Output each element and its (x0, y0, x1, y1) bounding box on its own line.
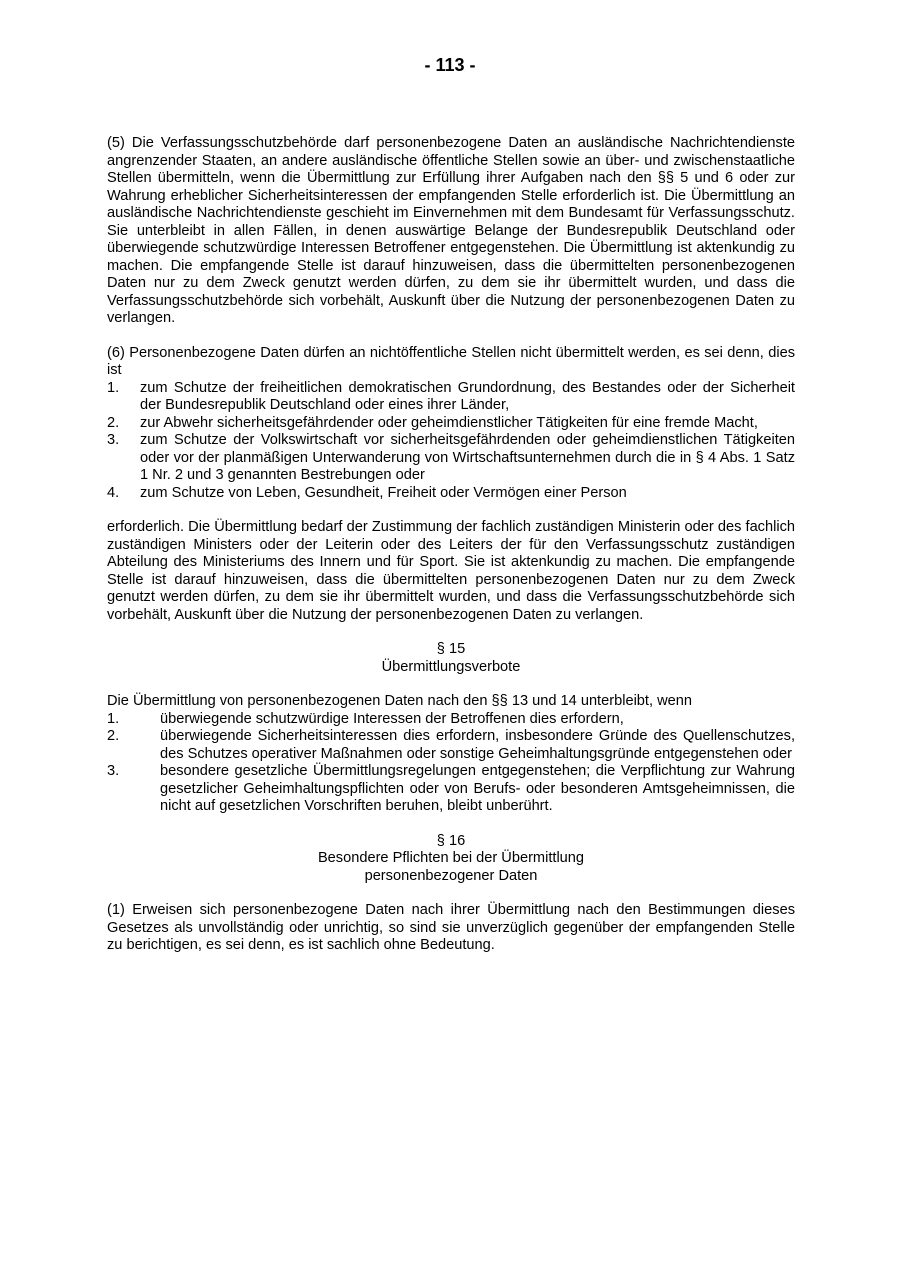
section-15-intro: Die Übermittlung von personenbezogenen Daten nach den §§ 13 und 14 unterbleibt, wenn (107, 693, 692, 709)
list-item (107, 711, 795, 729)
list-item-number: 1. (107, 710, 120, 727)
list-item-text: zum Schutze von Leben, Gesundheit, Freiheit oder Vermögen einer Person (140, 484, 627, 501)
section-15-heading (107, 641, 795, 676)
document-body (107, 135, 795, 955)
list-item-text: überwiegende Sicherheitsinteressen dies erfordern, insbesondere Gründe des Quellenschutzes, des Schutzes operativer Maßnahmen oder sonstige Geheimhaltungsgründe entgegenstehen oder (160, 728, 795, 762)
section-16-number: § 16 (436, 832, 466, 849)
section-16-paragraph-1: (1) Erweisen sich personenbezogene Daten nach ihrer Übermittlung nach den Bestimmungen dieses Gesetzes als unvollständig oder unrichtig, so sind sie unverzüglich gegenüber der empfangenden Stelle zu berichtigen, es sei denn, es ist sachlich ohne Bedeutung. (107, 902, 795, 953)
list-item-text: besondere gesetzliche Übermittlungsregelungen entgegenstehen; die Verpflichtung zur Wahrung gesetzlicher Geheimhaltungspflichten oder von Berufs- oder besonderen Amtsgeheimnissen, die nicht auf gesetzlichen Vorschriften beruhen, bleibt unberührt. (160, 763, 795, 814)
list-item-number: 4. (107, 484, 120, 501)
list-item (107, 728, 795, 763)
section-16-heading (107, 833, 795, 886)
list-item-number: 2. (107, 728, 120, 744)
list-item-text: zum Schutze der freiheitlichen demokratischen Grundordnung, des Bestandes oder der Sicherheit der Bundesrepublik Deutschland oder eines ihrer Länder, (140, 379, 795, 413)
list-item-number: 2. (107, 414, 120, 431)
list-item (107, 380, 795, 415)
list-item-number: 1. (107, 379, 120, 396)
section-15-list (107, 711, 795, 816)
paragraph-6-list (107, 380, 795, 503)
list-item (107, 763, 795, 816)
list-item-number: 3. (107, 432, 120, 448)
list-item-text: überwiegende schutzwürdige Interessen der Betroffenen dies erfordern, (160, 710, 624, 727)
section-16-title-line1: Besondere Pflichten bei der Übermittlung (317, 850, 585, 866)
list-item-text: zur Abwehr sicherheitsgefährdender oder geheimdienstlicher Tätigkeiten für eine fremde Macht, (140, 414, 758, 431)
list-item (107, 432, 795, 485)
list-item (107, 485, 795, 503)
list-item (107, 415, 795, 433)
page-number: - 113 - (424, 55, 476, 75)
list-item-number: 3. (107, 763, 120, 779)
section-15-title: Übermittlungsverbote (381, 658, 521, 675)
list-item-text: zum Schutze der Volkswirtschaft vor sicherheitsgefährdenden oder geheimdienstlichen Tätigkeiten oder vor der planmäßigen Unterwanderung von Wirtschaftsunternehmen durch die in § 4 Abs. 1 Satz 1 Nr. 2 und 3 genannten Bestrebungen oder (140, 432, 795, 483)
section-15-number: § 15 (436, 641, 466, 657)
paragraph-6-intro: (6) Personenbezogene Daten dürfen an nichtöffentliche Stellen nicht übermittelt werden, es sei denn, dies ist (107, 344, 795, 378)
paragraph-6-conclusion: erforderlich. Die Übermittlung bedarf der Zustimmung der fachlich zuständigen Ministerin oder des fachlich zuständigen Ministers oder der Leiterin oder des Leiters der für den Verfassungsschutz zuständigen Abteilung des Ministeriums des Innern und für Sport. Sie ist aktenkundig zu machen. Die empfangende Stelle ist darauf hinzuweisen, dass die übermittelten personenbezogenen Daten nur zu dem Zweck genutzt werden dürfen, zu dem sie ihr übermittelt wurden, und dass die Verfassungsschutzbehörde sich vorbehält, Auskunft über die Nutzung der personenbezogenen Daten zu verlangen. (107, 519, 795, 623)
section-16-title-line2: personenbezogener Daten (364, 867, 538, 884)
paragraph-5: (5) Die Verfassungsschutzbehörde darf personenbezogene Daten an ausländische Nachrichtendienste angrenzender Staaten, an andere ausländische öffentliche Stellen sowie an über- und zwischenstaatliche Stellen übermitteln, wenn die Übermittlung zur Erfüllung ihrer Aufgaben nach den §§ 5 und 6 oder zur Wahrung erheblicher Sicherheitsinteressen der empfangenden Stelle erforderlich ist. Die Übermittlung an ausländische Nachrichtendienste geschieht im Einvernehmen mit dem Bundesamt für Verfassungsschutz. Sie unterbleibt in allen Fällen, in denen auswärtige Belange der Bundesrepublik Deutschland oder überwiegende schutzwürdige Interessen Betroffener entgegenstehen. Die Übermittlung ist aktenkundig zu machen. Die empfangende Stelle ist darauf hinzuweisen, dass die übermittelten personenbezogenen Daten nur zu dem Zweck genutzt werden dürfen, zu dem sie ihr übermittelt wurden, und dass die Verfassungsschutzbehörde sich vorbehält, Auskunft über die Nutzung der personenbezogenen Daten zu verlangen. (107, 135, 795, 326)
